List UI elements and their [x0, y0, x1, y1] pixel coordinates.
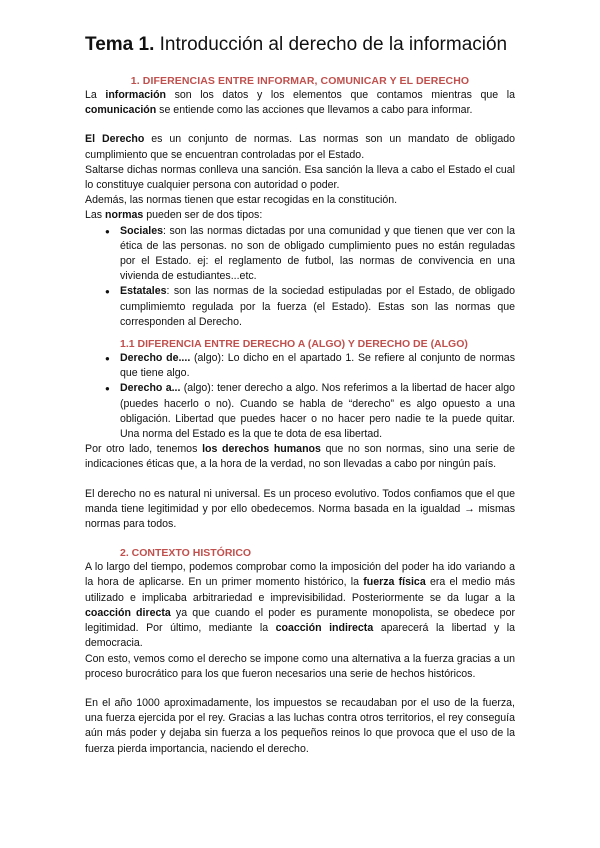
paragraph-ano-1000: En el año 1000 aproximadamente, los impuestos se recaudaban por el uso de la fuerza, una fuerza ejercida por el rey. Gracias a las luchas contra otros territorios, el rey conseguía aún más poder y dejaba sin fuerza a los pequeños reinos lo que provoca que el uso de la fuerza pierda importancia, naciendo el derecho. — [85, 696, 515, 755]
list-item: ● Sociales: son las normas dictadas por una comunidad y que tienen que ver con la ética de las personas. no son de obligado cumplimiento pues no están reguladas por el Estado. ej: el reglamento de futbol, las normas de convivencia en una vivienda de estudiantes...etc. — [120, 224, 515, 285]
norm-types-list — [85, 224, 515, 330]
title-rest: Introducción al derecho de la información — [154, 34, 508, 55]
page-title — [85, 32, 515, 58]
list-item: ● Derecho de.... (algo): Lo dicho en el apartado 1. Se refiere al conjunto de normas que tiene algo. — [120, 351, 515, 381]
paragraph-derecho: El Derecho es un conjunto de normas. Las normas son un mandato de obligado cumplimiento que se encuentran controladas por el Estado. — [85, 133, 516, 161]
list-item: ● Derecho a... (algo): tener derecho a algo. Nos referimos a la libertad de hacer algo (puedes hacerlo o no). Cuando se habla de “derecho” es algo opuesto a una obligación. Libertad que puedes hacer o no hacer pero nadie te la puede quitar. Una norma del Estado es la que te dota de esa libertad. — [120, 381, 515, 442]
paragraph-tipos: Las normas pueden ser de dos tipos: — [85, 209, 263, 222]
title-bold: Tema 1. — [85, 34, 155, 55]
section-2-heading: 2. CONTEXTO HISTÓRICO — [120, 547, 252, 560]
list-item: ● Estatales: son las normas de la sociedad estipuladas por el Estado, de obligado cumplimiemto regulada por la fuerza (el Estado). Estas son las normas que corresponden al Derecho. — [120, 284, 515, 330]
paragraph-informacion: La información son los datos y los elementos que contamos mientras que la comunicación se entiende como las acciones que llevamos a cabo para informar. — [85, 89, 515, 117]
section-1-heading: 1. DIFERENCIAS ENTRE INFORMAR, COMUNICAR Y EL DERECHO — [130, 75, 470, 87]
paragraph-sancion: Saltarse dichas normas conlleva una sanción. Esa sanción la lleva a cabo el Estado el cual lo constituye cualquier persona con autoridad o poder. — [85, 163, 515, 192]
document-page — [85, 32, 515, 757]
paragraph-derechos-humanos: Por otro lado, tenemos los derechos humanos que no son normas, sino una serie de indicaciones éticas que, a la hora de la verdad, no son llevadas a cabo por ningún país. — [85, 443, 515, 471]
paragraph-evolutivo: El derecho no es natural ni universal. Es un proceso evolutivo. Todos confiamos que el que manda tiene legitimidad y por ello obedecemos. Norma basada en la igualdad → mismas normas para todos. — [85, 487, 515, 531]
paragraph-constitucion: Además, las normas tienen que estar recogidas en la constitución. — [85, 194, 398, 207]
paragraph-alternativa: Con esto, vemos como el derecho se impone como una alternativa a la fuerza gracias a un proceso burocrático para los que fueron necesarios una serie de hechos históricos. — [85, 652, 515, 680]
section-1-1-heading: 1.1 DIFERENCIA ENTRE DERECHO A (ALGO) Y DERECHO DE (ALGO) — [120, 338, 468, 351]
derecho-list — [85, 351, 515, 442]
paragraph-imposicion: A lo largo del tiempo, podemos comprobar como la imposición del poder ha ido variando a la hora de aplicarse. En un primer momento histórico, la fuerza física era el medio más utilizado e implicaba arbitrariedad e imprevisibilidad. Posteriormente se da lugar a la coacción directa ya que cuando el poder es puramente monopolista, se obedece por legitimidad. Por último, mediante la coacción indirecta aparecerá la libertad y la democracia. — [85, 561, 515, 650]
